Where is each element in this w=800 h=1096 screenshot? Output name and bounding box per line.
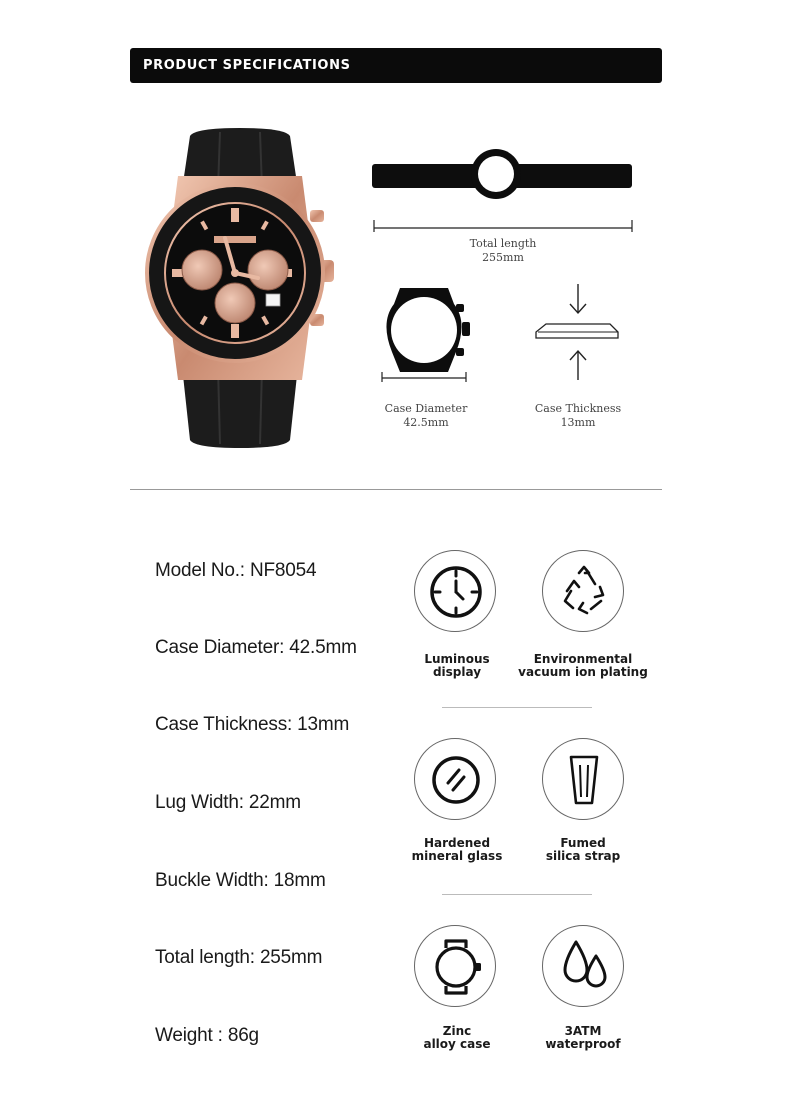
total-length-caption: Total length (469, 237, 537, 250)
feature-waterproof-badge (542, 925, 624, 1007)
feature-case-badge (414, 925, 496, 1007)
case-thickness-caption: Case Thickness (534, 402, 622, 415)
feature-case-line2: alloy case (423, 1037, 491, 1051)
feature-divider-1 (442, 707, 592, 708)
feature-divider-2 (442, 894, 592, 895)
feature-environmental-line1: Environmental (533, 652, 633, 666)
clock-icon (415, 551, 497, 633)
spec-lug-width: Lug Width: 22mm (155, 792, 301, 813)
feature-environmental-label (508, 653, 658, 679)
spec-weight: Weight : 86g (155, 1025, 259, 1046)
water-drop-icon (543, 926, 625, 1008)
total-length-label (440, 237, 566, 265)
page-title: PRODUCT SPECIFICATIONS (143, 58, 351, 73)
feature-glass-badge (414, 738, 496, 820)
feature-environmental-badge (542, 550, 624, 632)
feature-strap-line2: silica strap (545, 849, 621, 863)
feature-waterproof-line2: waterproof (545, 1037, 621, 1051)
feature-luminous-badge (414, 550, 496, 632)
feature-case-line1: Zinc (442, 1024, 472, 1038)
spec-model: Model No.: NF8054 (155, 560, 317, 581)
feature-waterproof-line1: 3ATM (564, 1024, 602, 1038)
watch-case-icon (415, 926, 497, 1008)
spec-case-diameter: Case Diameter: 42.5mm (155, 637, 357, 658)
feature-environmental-line2: vacuum ion plating (518, 665, 648, 679)
case-thickness-label (518, 402, 638, 430)
section-divider (130, 489, 662, 490)
spec-total-length: Total length: 255mm (155, 947, 323, 968)
case-diameter-label (366, 402, 486, 430)
feature-luminous-line2: display (432, 665, 482, 679)
feature-strap-line1: Fumed (560, 836, 606, 850)
case-thickness-diagram (528, 282, 628, 382)
feature-luminous-line1: Luminous (424, 652, 490, 666)
total-length-value: 255mm (482, 251, 524, 264)
case-diameter-diagram (378, 282, 474, 382)
spec-case-thickness: Case Thickness: 13mm (155, 714, 350, 735)
feature-strap-badge (542, 738, 624, 820)
feature-glass-line1: Hardened (423, 836, 491, 850)
recycle-icon (543, 551, 625, 633)
case-thickness-value: 13mm (560, 416, 596, 429)
strap-length-diagram (370, 146, 636, 236)
header-bar (130, 48, 662, 83)
strap-icon (543, 739, 625, 821)
spec-buckle-width: Buckle Width: 18mm (155, 870, 326, 891)
feature-glass-line2: mineral glass (411, 849, 503, 863)
watch-product-image (130, 128, 350, 448)
glass-icon (415, 739, 497, 821)
feature-waterproof-label (508, 1025, 658, 1051)
case-diameter-caption: Case Diameter (384, 402, 468, 415)
feature-strap-label (508, 837, 658, 863)
case-diameter-value: 42.5mm (403, 416, 449, 429)
